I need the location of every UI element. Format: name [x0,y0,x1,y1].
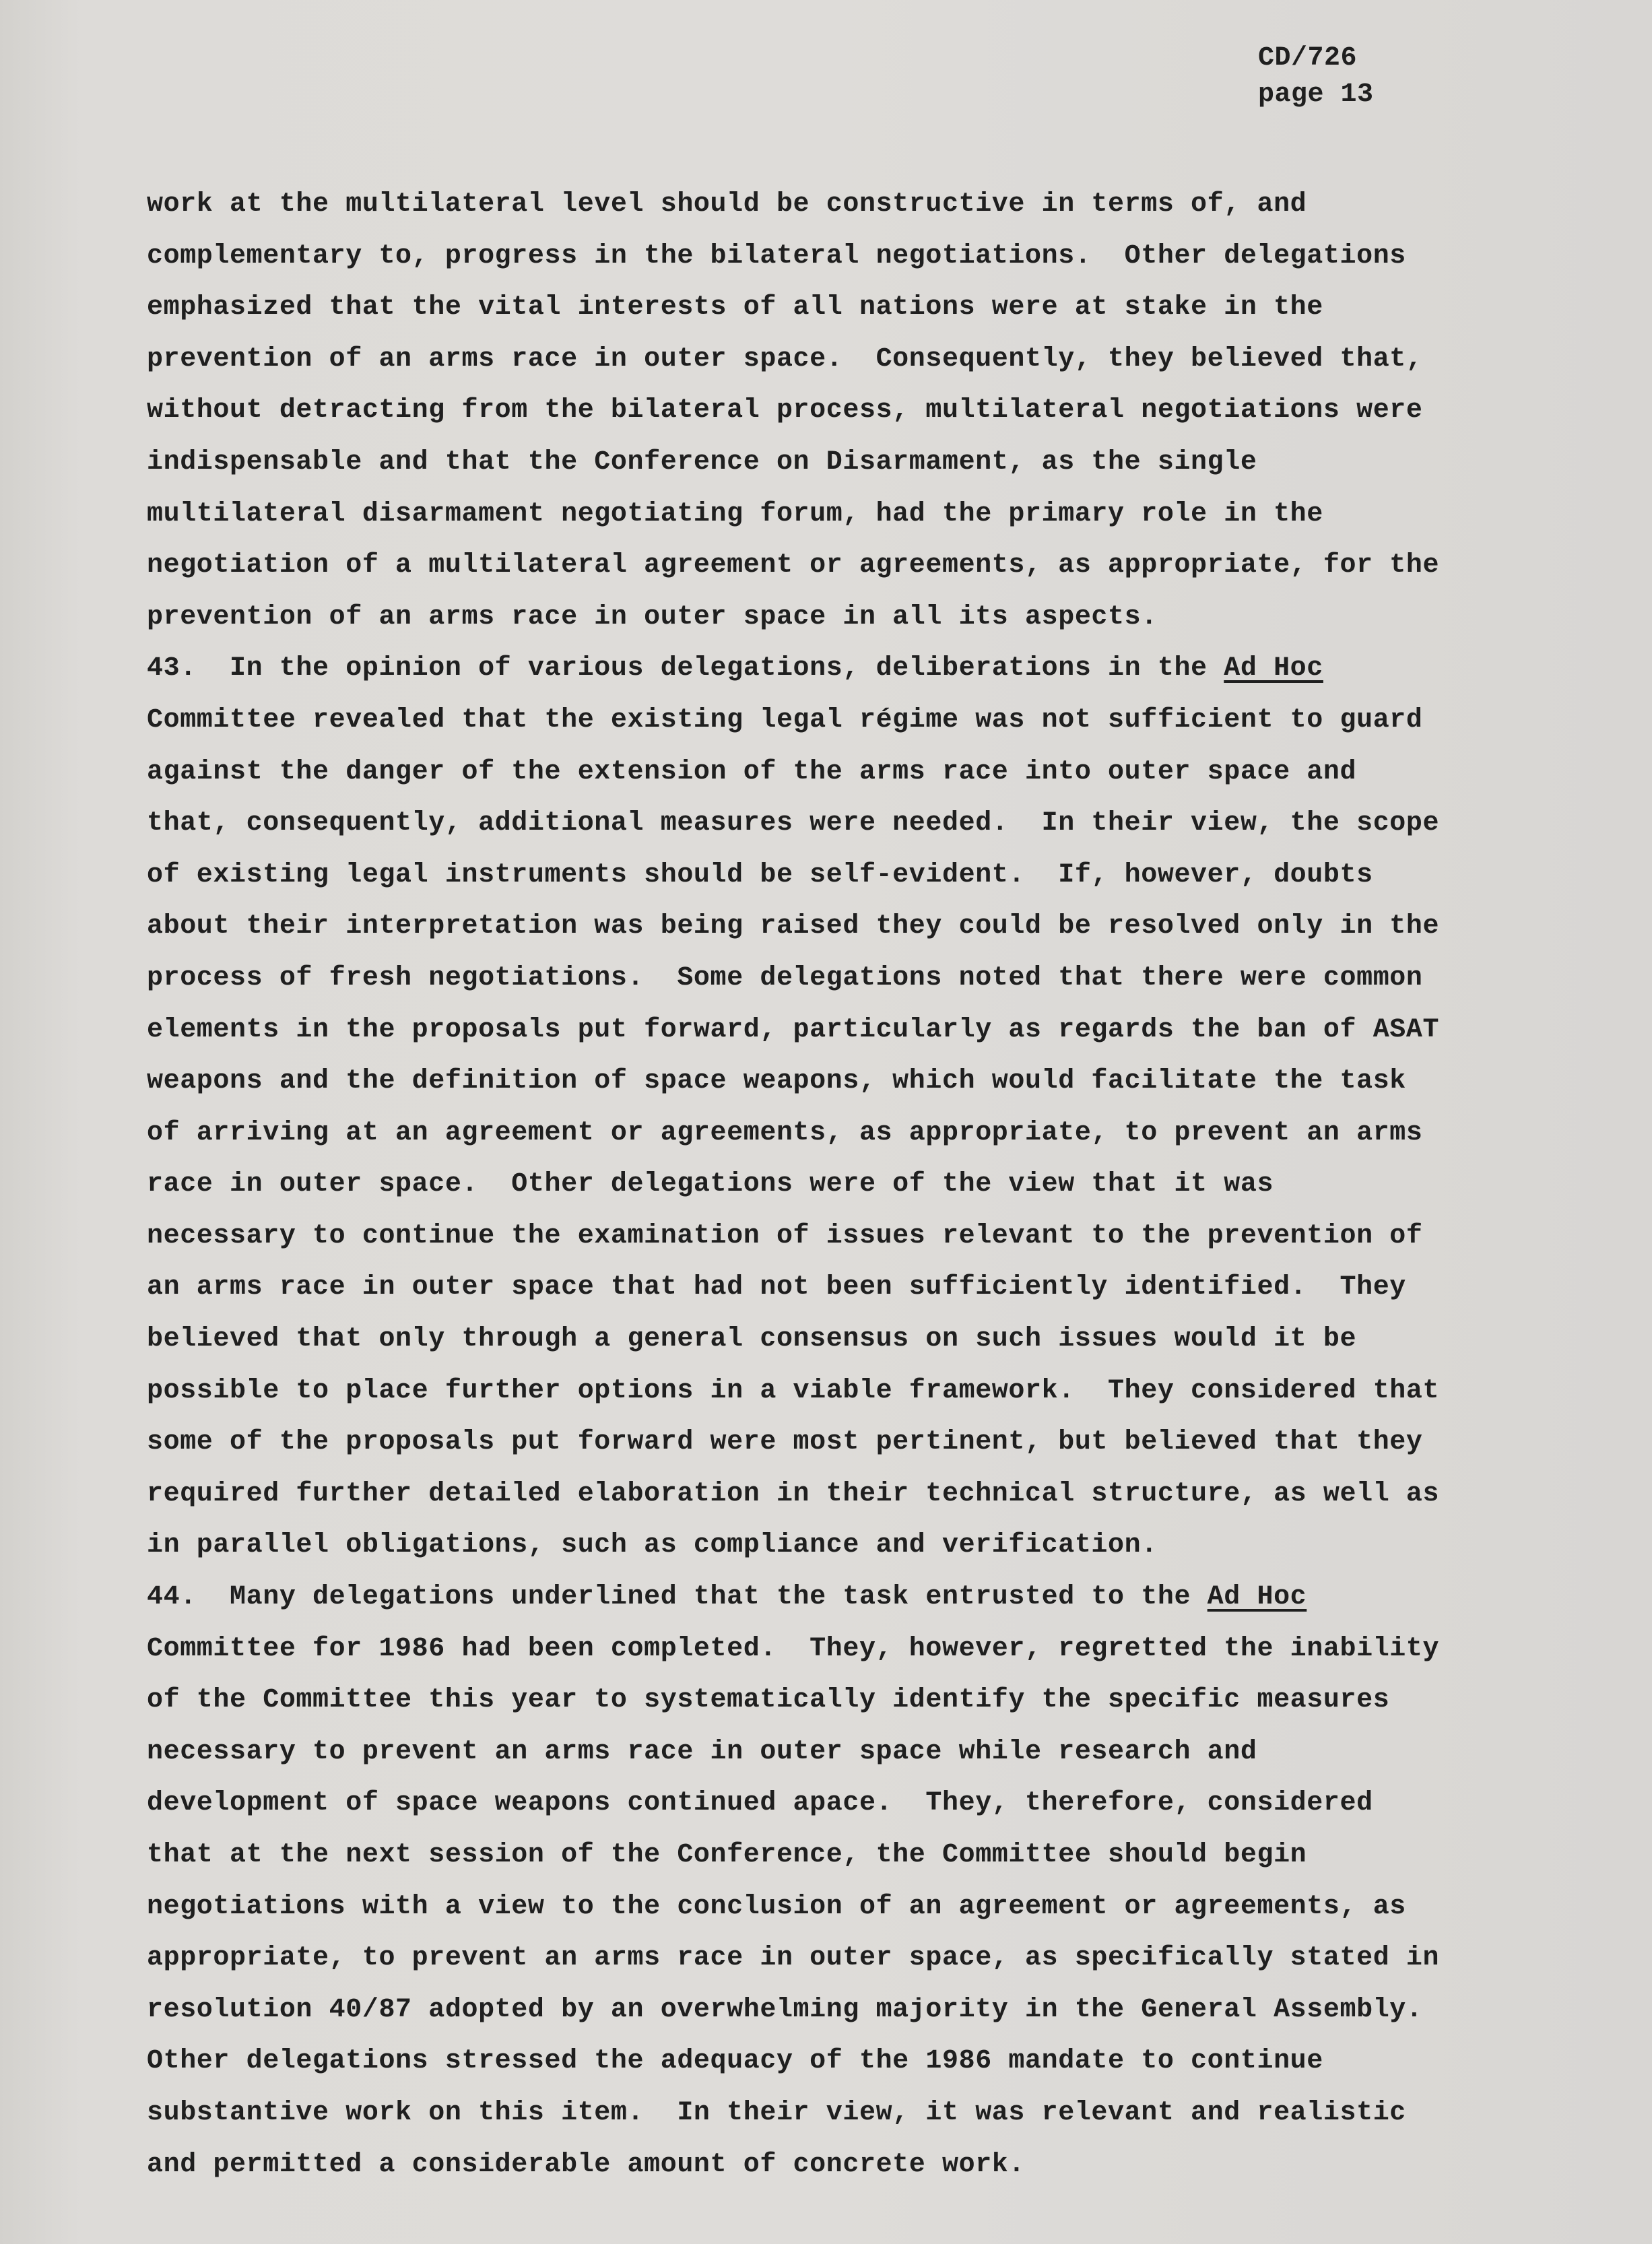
text-line: Committee for 1986 had been completed. They, however, regretted the inability [147,1633,1440,1664]
text-line: prevention of an arms race in outer space. Consequently, they believed that, [147,343,1423,374]
paragraph-44-first-line [147,1572,1534,1624]
text-line: weapons and the definition of space weapons, which would facilitate the task [147,1066,1406,1097]
body-text [147,179,1534,2191]
text-line: process of fresh negotiations. Some delegations noted that there were common [147,962,1423,993]
text-segment: 44. Many delegations underlined that the task entrusted to the [147,1582,1208,1613]
text-line: in parallel obligations, such as compliance and verification. [147,1530,1158,1561]
text-line: substantive work on this item. In their view, it was relevant and realistic [147,2097,1406,2128]
text-line: and permitted a considerable amount of concrete work. [147,2149,1026,2180]
text-line: necessary to continue the examination of issues relevant to the prevention of [147,1220,1423,1251]
text-line: necessary to prevent an arms race in outer space while research and [147,1736,1257,1767]
text-line: that, consequently, additional measures were needed. In their view, the scope [147,808,1440,839]
text-line: multilateral disarmament negotiating forum, had the primary role in the [147,498,1323,529]
text-line: of arriving at an agreement or agreements, as appropriate, to prevent an arms [147,1117,1423,1148]
text-line: complementary to, progress in the bilateral negotiations. Other delegations [147,240,1406,271]
text-segment: 43. In the opinion of various delegations, deliberations in the [147,653,1224,684]
ad-hoc-underlined: Ad Hoc [1224,653,1323,684]
text-line: of existing legal instruments should be self-evident. If, however, doubts [147,859,1373,890]
text-line: resolution 40/87 adopted by an overwhelming majority in the General Assembly. [147,1994,1423,2025]
paragraph-43-first-line [147,643,1534,695]
text-line: required further detailed elaboration in their technical structure, as well as [147,1478,1440,1509]
text-line: of the Committee this year to systematically identify the specific measures [147,1685,1390,1716]
text-line: some of the proposals put forward were most pertinent, but believed that they [147,1427,1423,1458]
text-line: possible to place further options in a viable framework. They considered that [147,1375,1440,1406]
ad-hoc-underlined: Ad Hoc [1207,1582,1307,1613]
text-line: emphasized that the vital interests of all nations were at stake in the [147,292,1323,323]
document-symbol: CD/726 [1258,43,1358,73]
text-line: prevention of an arms race in outer space in all its aspects. [147,601,1158,632]
text-line: about their interpretation was being raised they could be resolved only in the [147,911,1440,942]
text-line: development of space weapons continued apace. They, therefore, considered [147,1788,1373,1819]
text-line: believed that only through a general consensus on such issues would it be [147,1324,1357,1355]
page-header [1258,40,1374,113]
text-line: that at the next session of the Conference, the Committee should begin [147,1840,1307,1870]
text-line: elements in the proposals put forward, particularly as regards the ban of ASAT [147,1014,1440,1045]
text-line: against the danger of the extension of the arms race into outer space and [147,756,1357,787]
text-line: Other delegations stressed the adequacy of the 1986 mandate to continue [147,2046,1323,2077]
text-line: an arms race in outer space that had not been sufficiently identified. They [147,1272,1406,1303]
text-line: negotiations with a view to the conclusion of an agreement or agreements, as [147,1891,1406,1922]
text-line: work at the multilateral level should be constructive in terms of, and [147,189,1307,220]
text-line: race in outer space. Other delegations were of the view that it was [147,1169,1274,1200]
page-number: page 13 [1258,79,1374,110]
text-line: without detracting from the bilateral process, multilateral negotiations were [147,395,1423,426]
text-line: appropriate, to prevent an arms race in outer space, as specifically stated in [147,1943,1440,1974]
text-line: negotiation of a multilateral agreement or agreements, as appropriate, for the [147,550,1440,581]
text-line: indispensable and that the Conference on Disarmament, as the single [147,447,1257,477]
text-line: Committee revealed that the existing legal régime was not sufficient to guard [147,704,1423,735]
